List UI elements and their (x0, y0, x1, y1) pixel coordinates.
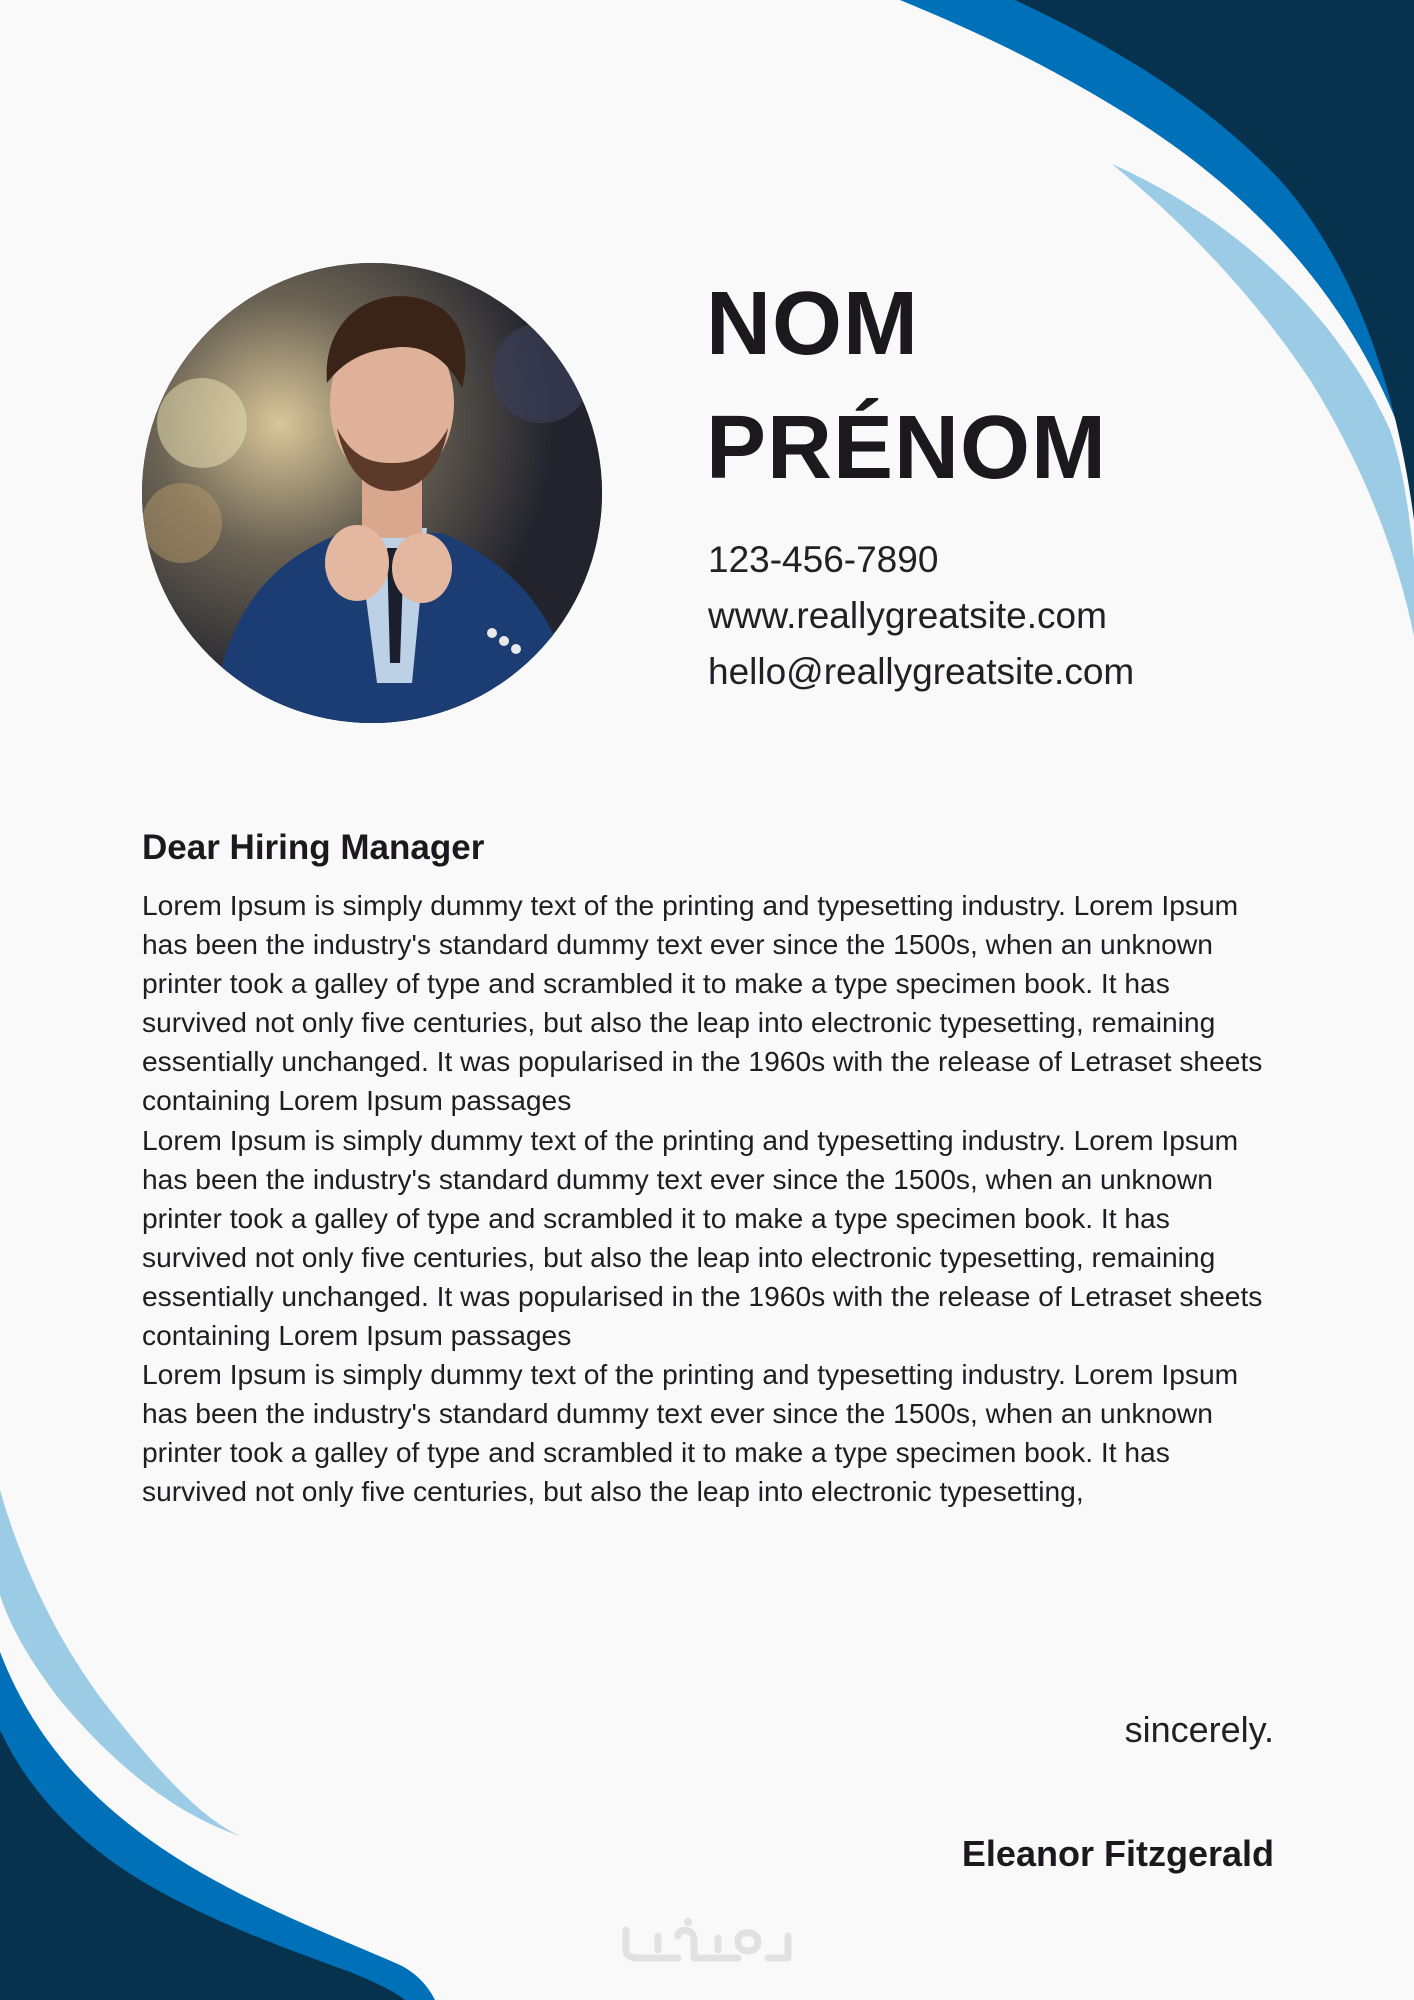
salutation: Dear Hiring Manager (142, 828, 485, 867)
profile-photo (142, 263, 602, 723)
khamsat-logo-icon (618, 1916, 796, 1966)
body-paragraph-2: Lorem Ipsum is simply dummy text of the printing and typesetting industry. Lorem Ipsum has been the industry's standard dummy text ever since the 1500s, when an unknown printer took a galley of type and scrambled it to make a type specimen book. It has survived not only five centuries, but also the leap into electronic typesetting, remaining essentially unchanged. It was popularised in the 1960s with the release of Letraset sheets containing Lorem Ipsum passages (142, 1123, 1263, 1352)
profile-portrait-image (142, 263, 602, 723)
name-line-2: PRÉNOM (706, 398, 1108, 498)
closing-phrase: sincerely. (1124, 1709, 1274, 1750)
email-link[interactable]: hello@reallygreatsite.com (708, 651, 1135, 692)
applicant-name (706, 262, 1107, 510)
body-paragraph-3: Lorem Ipsum is simply dummy text of the printing and typesetting industry. Lorem Ipsum has been the industry's standard dummy text ever since the 1500s, when an unknown printer took a galley of type and scrambled it to make a type specimen book. It has survived not only five centuries, but also the leap into electronic typesetting, (142, 1358, 1239, 1508)
body-paragraph-1: Lorem Ipsum is simply dummy text of the printing and typesetting industry. Lorem Ipsum has been the industry's standard dummy text ever since the 1500s, when an unknown printer took a galley of type and scrambled it to make a type specimen book. It has survived not only five centuries, but also the leap into electronic typesetting, remaining essentially unchanged. It was popularised in the 1960s with the release of Letraset sheets containing Lorem Ipsum passages (142, 889, 1263, 1117)
signature-name: Eleanor Fitzgerald (961, 1833, 1274, 1874)
contact-info (708, 532, 1134, 700)
letter-body (142, 886, 1282, 1512)
phone-number: 123-456-7890 (708, 539, 939, 580)
website-link[interactable]: www.reallygreatsite.com (708, 595, 1107, 636)
name-line-1: NOM (706, 274, 919, 374)
